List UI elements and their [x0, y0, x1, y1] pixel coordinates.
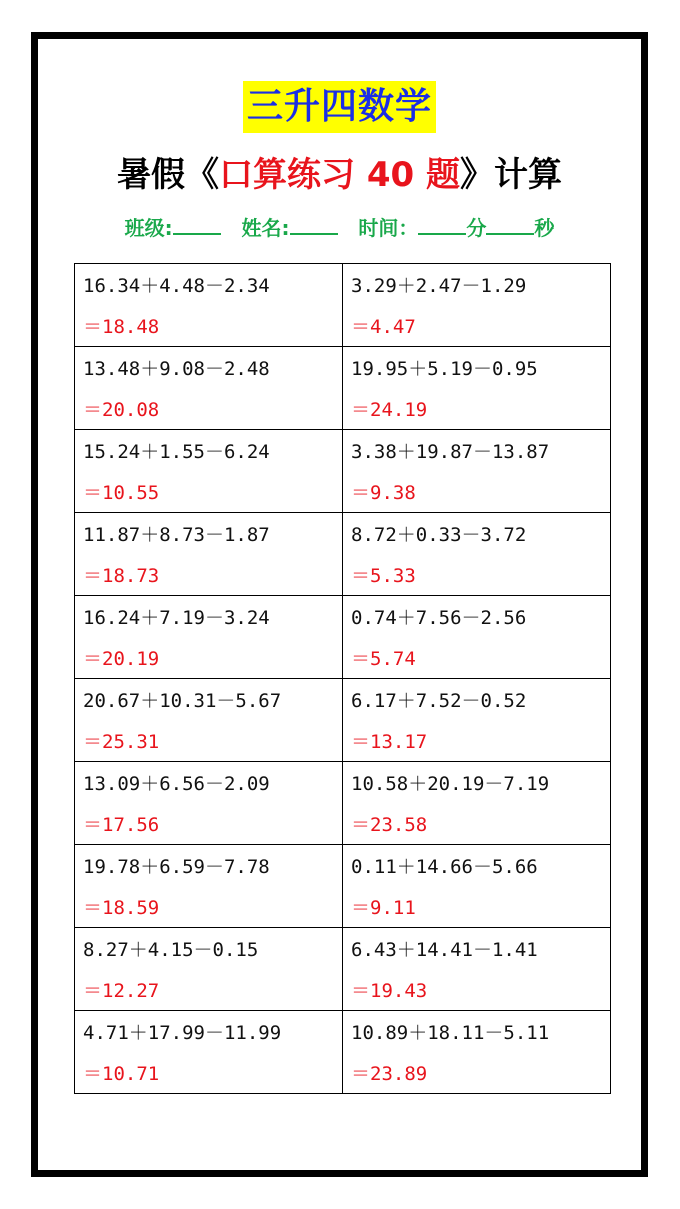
problem-cell-right	[343, 264, 611, 347]
table-row	[75, 347, 611, 430]
subtitle	[38, 151, 641, 199]
problem-answer: ＝18.48	[83, 316, 160, 338]
subtitle-left: 暑假《	[117, 155, 219, 195]
problem-answer: ＝18.59	[83, 897, 160, 919]
problem-cell-right	[343, 928, 611, 1011]
second-blank[interactable]	[486, 211, 534, 235]
problem-question: 0.74＋7.56－2.56	[351, 607, 527, 629]
problem-question: 6.43＋14.41－1.41	[351, 939, 538, 961]
problem-question: 19.78＋6.59－7.78	[83, 856, 270, 878]
table-row	[75, 513, 611, 596]
page-frame	[31, 32, 648, 1177]
time-label: 时间：	[358, 216, 419, 240]
problem-cell-right	[343, 679, 611, 762]
table-row	[75, 679, 611, 762]
title-area	[38, 81, 641, 133]
problem-answer: ＝5.33	[351, 565, 416, 587]
second-label: 秒	[534, 216, 555, 240]
problem-table	[74, 263, 611, 1094]
problem-question: 8.72＋0.33－3.72	[351, 524, 527, 546]
problem-question: 3.38＋19.87－13.87	[351, 441, 550, 463]
problem-cell-left	[75, 430, 343, 513]
problem-question: 19.95＋5.19－0.95	[351, 358, 538, 380]
name-label: 姓名:	[241, 216, 290, 240]
problem-answer: ＝20.19	[83, 648, 160, 670]
problem-cell-left	[75, 762, 343, 845]
problem-answer: ＝25.31	[83, 731, 160, 753]
table-row	[75, 596, 611, 679]
problem-question: 13.48＋9.08－2.48	[83, 358, 270, 380]
problem-rows	[75, 264, 611, 1094]
problem-cell-left	[75, 596, 343, 679]
problem-cell-right	[343, 596, 611, 679]
problem-answer: ＝10.55	[83, 482, 160, 504]
problem-answer: ＝19.43	[351, 980, 428, 1002]
table-row	[75, 430, 611, 513]
problem-cell-left	[75, 679, 343, 762]
problem-answer: ＝4.47	[351, 316, 416, 338]
problem-question: 16.34＋4.48－2.34	[83, 275, 270, 297]
problem-question: 0.11＋14.66－5.66	[351, 856, 538, 878]
problem-cell-left	[75, 1011, 343, 1094]
class-blank[interactable]	[173, 211, 221, 235]
problem-question: 4.71＋17.99－11.99	[83, 1022, 282, 1044]
problem-question: 15.24＋1.55－6.24	[83, 441, 270, 463]
problem-cell-right	[343, 845, 611, 928]
problem-question: 8.27＋4.15－0.15	[83, 939, 259, 961]
problem-cell-right	[343, 430, 611, 513]
problem-question: 16.24＋7.19－3.24	[83, 607, 270, 629]
problem-cell-right	[343, 1011, 611, 1094]
table-row	[75, 928, 611, 1011]
table-row	[75, 1011, 611, 1094]
problem-answer: ＝23.89	[351, 1063, 428, 1085]
problem-cell-right	[343, 347, 611, 430]
problem-question: 6.17＋7.52－0.52	[351, 690, 527, 712]
problem-answer: ＝10.71	[83, 1063, 160, 1085]
problem-answer: ＝5.74	[351, 648, 416, 670]
problem-answer: ＝13.17	[351, 731, 428, 753]
table-row	[75, 845, 611, 928]
problem-answer: ＝24.19	[351, 399, 428, 421]
problem-question: 13.09＋6.56－2.09	[83, 773, 270, 795]
subtitle-highlight: 口算练习 40 题	[219, 155, 460, 195]
minute-blank[interactable]	[418, 211, 466, 235]
problem-answer: ＝18.73	[83, 565, 160, 587]
problem-question: 11.87＋8.73－1.87	[83, 524, 270, 546]
problem-question: 3.29＋2.47－1.29	[351, 275, 527, 297]
problem-question: 10.89＋18.11－5.11	[351, 1022, 550, 1044]
table-row	[75, 264, 611, 347]
student-info-line	[38, 211, 641, 243]
problem-cell-left	[75, 513, 343, 596]
name-blank[interactable]	[290, 211, 338, 235]
page-title: 三升四数学	[243, 81, 436, 133]
problem-answer: ＝23.58	[351, 814, 428, 836]
problem-cell-right	[343, 513, 611, 596]
problem-answer: ＝12.27	[83, 980, 160, 1002]
class-label: 班级:	[124, 216, 173, 240]
problem-cell-right	[343, 762, 611, 845]
problem-question: 20.67＋10.31－5.67	[83, 690, 282, 712]
minute-label: 分	[466, 216, 487, 240]
problem-cell-left	[75, 347, 343, 430]
table-row	[75, 762, 611, 845]
subtitle-right: 》计算	[460, 155, 562, 195]
problem-answer: ＝9.38	[351, 482, 416, 504]
problem-cell-left	[75, 845, 343, 928]
problem-answer: ＝9.11	[351, 897, 416, 919]
problem-answer: ＝17.56	[83, 814, 160, 836]
problem-cell-left	[75, 928, 343, 1011]
problem-cell-left	[75, 264, 343, 347]
problem-answer: ＝20.08	[83, 399, 160, 421]
problem-question: 10.58＋20.19－7.19	[351, 773, 550, 795]
